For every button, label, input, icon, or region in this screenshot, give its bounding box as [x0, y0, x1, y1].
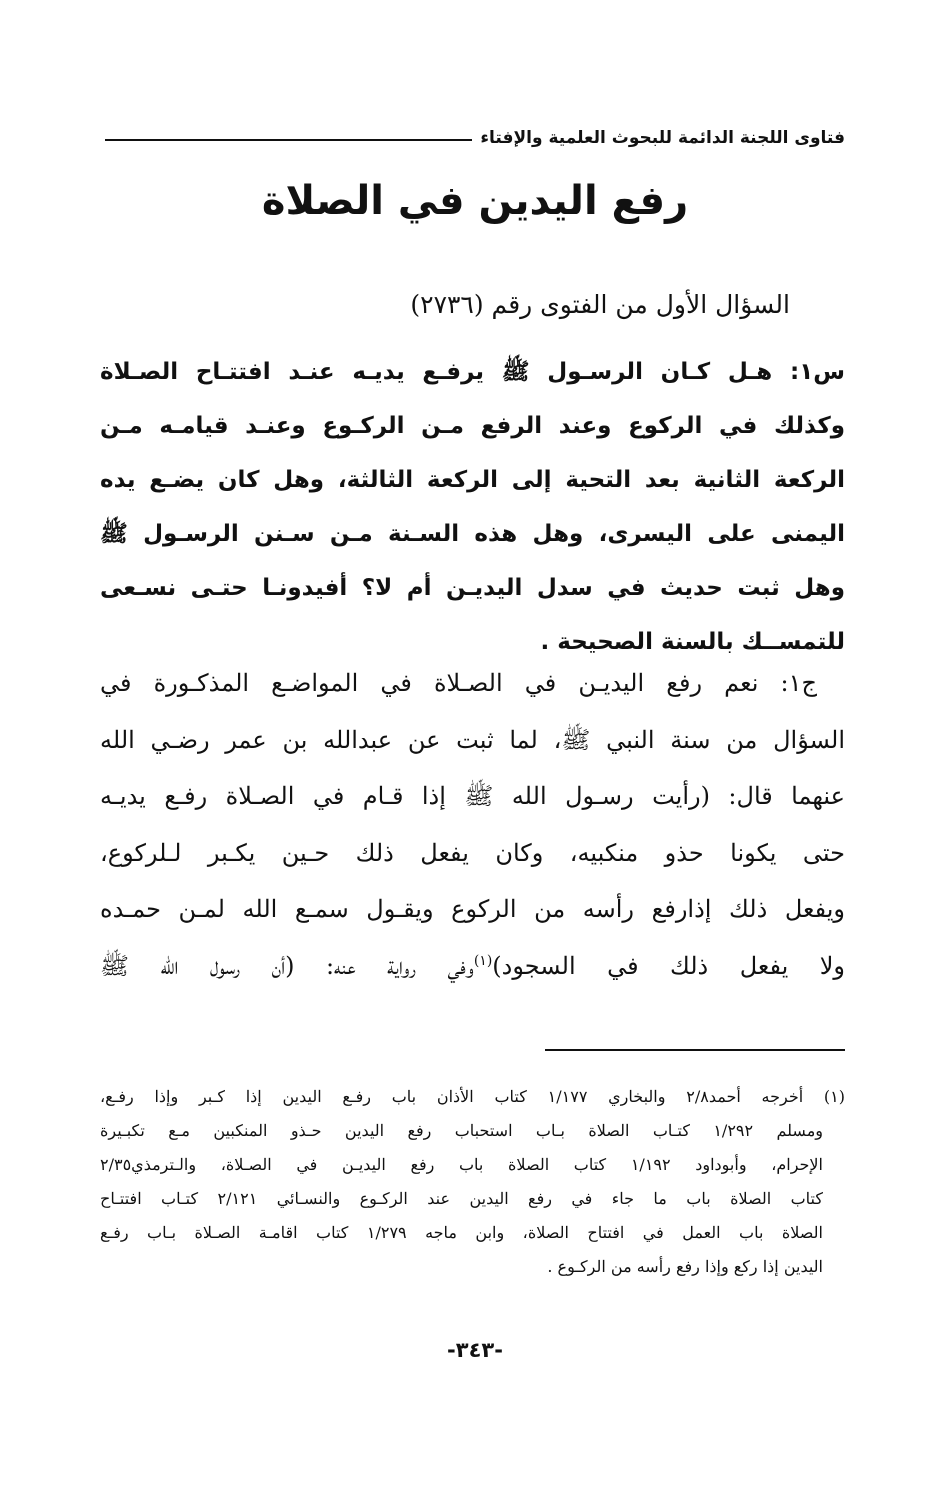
question-line: للتمســك بالسنة الصحيحة .: [540, 629, 845, 655]
question-line: س١: هـل كـان الرسـول ﷺ يرفـع يديـه عنـد افتتـاح الصـلاة: [100, 359, 845, 385]
page-title: رفع اليدين في الصلاة: [261, 178, 689, 224]
answer-text: ولا يفعل ذلك في السجود): [492, 951, 846, 980]
answer-text: وفي رواية عنه: (أن رسول الله ﷺ: [100, 951, 474, 980]
footnote-separator: [545, 1049, 845, 1051]
answer-line: السؤال من سنة النبي ﷺ، لما ثبت عن عبدالله بن عمر رضـي الله: [100, 725, 845, 754]
running-head: [105, 118, 845, 158]
page-number: -٣٤٣-: [447, 1338, 503, 1362]
footnote-reference[interactable]: (١): [473, 952, 493, 969]
question-block: [100, 345, 845, 669]
question-line: وكذلك في الركوع وعند الرفع مـن الركـوع وعنـد قيامـه مـن: [100, 413, 845, 439]
footnote-block: [100, 1080, 845, 1284]
answer-line: عنهما قال: (رأيت رسـول الله ﷺ إذا قـام في الصـلاة رفـع يديـه: [100, 782, 845, 810]
answer-line: حتى يكونا حذو منكبيه، وكان يفعل ذلك حـين يكـبر لـلركوع،: [100, 838, 845, 867]
answer-line: [100, 938, 845, 995]
footnote-line: الصلاة باب العمل في افتتاح الصلاة، وابن ماجه ١/٢٧٩ كتاب اقامـة الصـلاة بـاب رفـع: [100, 1223, 823, 1242]
running-head-rule: [105, 139, 472, 141]
answer-block: [100, 655, 845, 994]
question-line: اليمنى على اليسرى، وهل هذه السـنة مـن سـنن الرسـول ﷺ: [100, 521, 845, 547]
answer-line: ج١: نعم رفع اليديـن في الصـلاة في المواضـع المذكـورة في: [100, 669, 817, 697]
footnote-line: كتاب الصلاة باب ما جاء في رفع اليدين عند الركـوع والنسـائي ٢/١٢١ كتـاب افتتـاح: [100, 1189, 823, 1208]
footnote-line: ومسلم ١/٢٩٢ كتـاب الصلاة بـاب استحباب رفع اليدين حـذو المنكبين مـع تكبـيرة: [100, 1121, 823, 1140]
footnote-line: (١) أخرجه أحمد٢/٨ والبخاري ١/١٧٧ كتاب الأذان باب رفـع اليدين إذا كـبر وإذا رفـع،: [100, 1087, 846, 1106]
question-line: وهل ثبت حديث في سدل اليديـن أم لا؟ أفيدونـا حتـى نسـعى: [100, 575, 845, 601]
running-head-title: فتاوى اللجنة الدائمة للبحوث العلمية والإفتاء: [480, 128, 845, 148]
fatwa-subtitle: السؤال الأول من الفتوى رقم (٢٧٣٦): [410, 290, 790, 319]
footnote-line: الإحرام، وأبوداود ١/١٩٢ كتاب الصلاة باب رفع اليديـن في الصـلاة، والـترمذي٢/٣٥: [100, 1155, 823, 1174]
answer-line: ويفعل ذلك إذارفع رأسه من الركوع ويقـول سمـع الله لمـن حمـده: [100, 895, 845, 923]
question-line: الركعة الثانية بعد التحية إلى الركعة الثالثة، وهل كان يضـع يده: [100, 467, 845, 493]
footnote-line: اليدين إذا ركع وإذا رفع رأسه من الركـوع .: [547, 1257, 823, 1276]
